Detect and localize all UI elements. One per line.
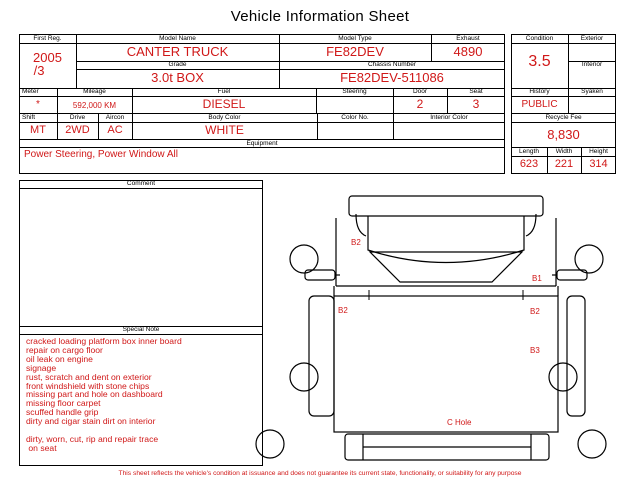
seat-label: Seat bbox=[469, 88, 483, 95]
length-label: Length bbox=[519, 148, 539, 155]
interior-color-label: Interior Color bbox=[430, 114, 468, 121]
history-label: History bbox=[529, 88, 550, 95]
special-note-item: on seat bbox=[26, 442, 57, 453]
equipment-value: Power Steering, Power Window All bbox=[24, 149, 178, 160]
cab-top bbox=[368, 216, 524, 263]
exhaust-value: 4890 bbox=[453, 44, 483, 59]
shift-value: MT bbox=[30, 124, 46, 136]
history-value: PUBLIC bbox=[521, 99, 558, 110]
grade-value: 3.0t BOX bbox=[151, 70, 204, 85]
first-reg-label: First Reg. bbox=[33, 35, 62, 42]
interior-label: Interior bbox=[581, 61, 603, 68]
mileage-value: 592,000 KM bbox=[72, 101, 117, 110]
front-left-wheel bbox=[290, 245, 318, 273]
condition-value: 3.5 bbox=[528, 53, 551, 70]
width-value: 221 bbox=[554, 158, 574, 170]
damage-mark: C Hole bbox=[447, 418, 472, 427]
damage-mark: B2 bbox=[338, 306, 348, 315]
body-color-label: Body Color bbox=[208, 114, 241, 121]
steering-label: Steering bbox=[342, 88, 367, 95]
special-note-item: scuffed handle grip bbox=[26, 407, 99, 418]
syaken-label: Syaken bbox=[581, 88, 603, 95]
mileage-label: Mileage bbox=[83, 88, 106, 95]
model-type-label: Model Type bbox=[338, 35, 372, 42]
first-reg-month: /3 bbox=[33, 63, 45, 78]
damage-mark: B1 bbox=[532, 274, 542, 283]
special-note-item: dirty, worn, cut, rip and repair trace bbox=[26, 434, 159, 445]
model-name-value: CANTER TRUCK bbox=[126, 44, 229, 59]
shift-label: Shift bbox=[22, 114, 36, 121]
exterior-label: Exterior bbox=[580, 35, 604, 42]
height-label: Height bbox=[589, 148, 608, 155]
exhaust-label: Exhaust bbox=[456, 35, 480, 42]
width-label: Width bbox=[555, 148, 573, 155]
special-note-item: missing floor carpet bbox=[26, 398, 101, 409]
special-note-item: cracked loading platform box inner board bbox=[26, 336, 182, 346]
mid-right-wheel bbox=[549, 363, 577, 391]
meter-value: * bbox=[36, 99, 40, 110]
comment-label: Comment bbox=[126, 180, 156, 187]
seat-value: 3 bbox=[472, 97, 480, 111]
body-color-value: WHITE bbox=[205, 123, 244, 137]
grade-label: Grade bbox=[168, 61, 187, 68]
chassis-number-value: FE82DEV-511086 bbox=[340, 70, 444, 85]
aircon-label: Aircon bbox=[105, 114, 125, 121]
first-reg-year: 2005 bbox=[33, 50, 62, 65]
chassis-number-label: Chassis Number bbox=[367, 61, 417, 68]
mid-left-wheel bbox=[290, 363, 318, 391]
special-note-label: Special Note bbox=[122, 326, 160, 333]
model-name-label: Model Name bbox=[159, 35, 196, 42]
door-value: 2 bbox=[416, 97, 424, 111]
special-note-item: dirty and cigar stain dirt on interior bbox=[26, 416, 156, 427]
special-note-item: front windshield with stone chips bbox=[26, 380, 150, 391]
rear-right-wheel bbox=[578, 430, 606, 458]
condition-label: Condition bbox=[525, 35, 554, 42]
special-note-item: oil leak on engine bbox=[26, 353, 93, 364]
cargo-box bbox=[334, 296, 558, 432]
disclaimer-footer: This sheet reflects the vehicle's condition at issuance and does not guarantee its current state, functionality, or suitability for any purpose bbox=[118, 470, 522, 477]
front-right-wheel bbox=[575, 245, 603, 273]
model-type-value: FE82DEV bbox=[326, 44, 384, 59]
length-value: 623 bbox=[519, 158, 539, 170]
door-label: Door bbox=[412, 88, 428, 95]
color-no-label: Color No. bbox=[341, 114, 369, 121]
damage-mark: B2 bbox=[530, 307, 540, 316]
fuel-value: DIESEL bbox=[202, 97, 246, 111]
right-side-panel bbox=[567, 296, 585, 416]
drive-value: 2WD bbox=[65, 124, 90, 136]
special-note-item: repair on cargo floor bbox=[26, 344, 103, 355]
equipment-label: Equipment bbox=[246, 140, 278, 147]
drive-label: Drive bbox=[69, 114, 86, 121]
damage-mark: B3 bbox=[530, 346, 540, 355]
damage-mark: B2 bbox=[351, 238, 361, 247]
rear-left-wheel bbox=[256, 430, 284, 458]
fuel-label: Fuel bbox=[217, 88, 231, 95]
special-note-item: signage bbox=[26, 362, 57, 373]
page-title: Vehicle Information Sheet bbox=[230, 8, 410, 25]
meter-label: Meter bbox=[22, 88, 39, 95]
height-value: 314 bbox=[589, 158, 608, 170]
recycle-fee-label: Recycle Fee bbox=[545, 114, 582, 121]
recycle-fee-value: 8,830 bbox=[547, 127, 580, 142]
front-bumper bbox=[349, 196, 543, 216]
aircon-value: AC bbox=[107, 124, 123, 136]
special-note-item: rust, scratch and dent on exterior bbox=[26, 371, 152, 382]
left-side-panel bbox=[309, 296, 334, 416]
special-note-item: missing part and hole on dashboard bbox=[26, 389, 163, 400]
